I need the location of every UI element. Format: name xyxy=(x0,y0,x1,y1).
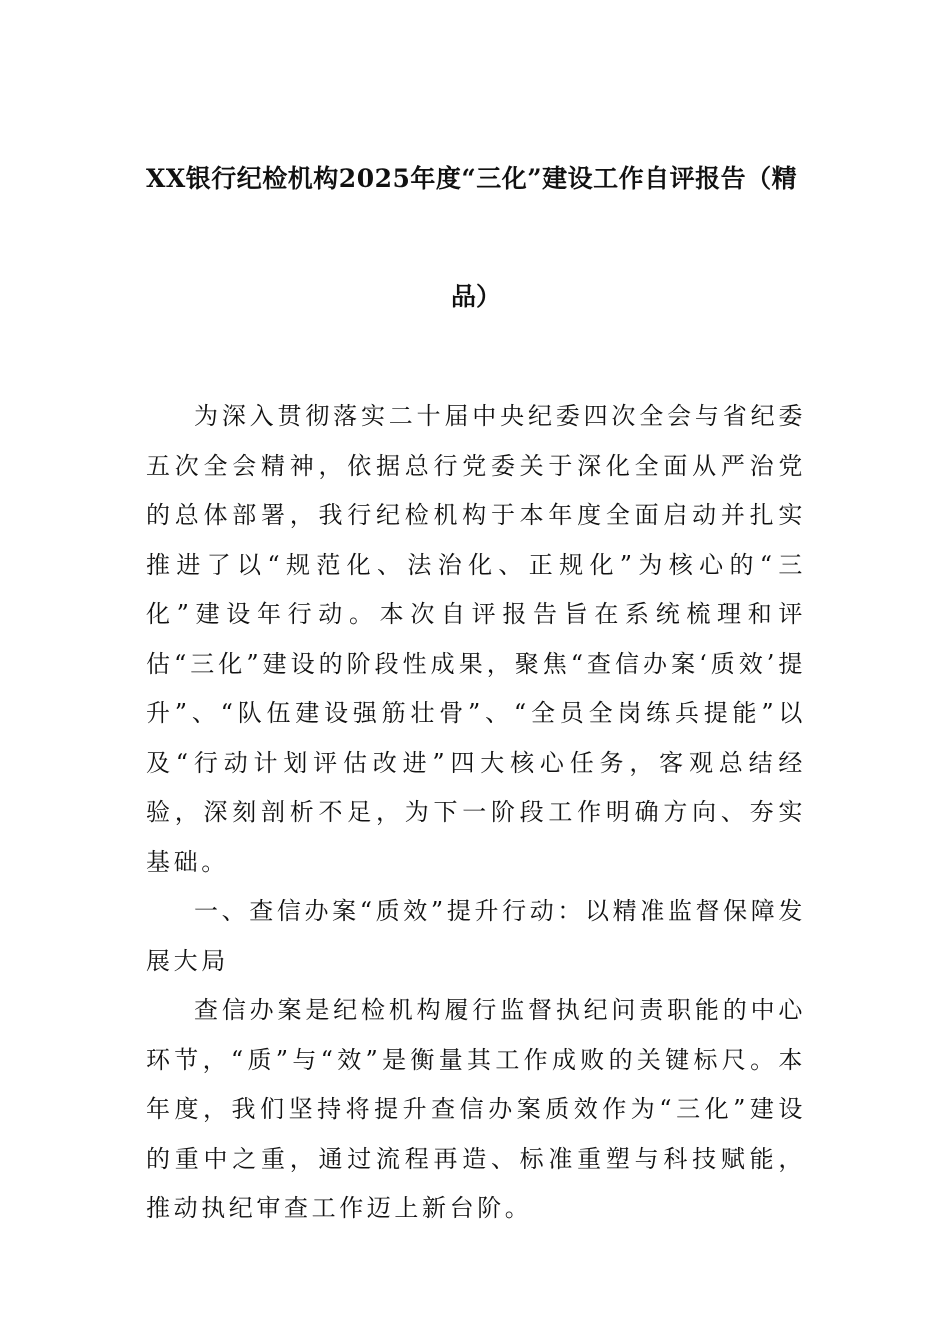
document-title-line1: XX银行纪检机构2025年度“三化”建设工作自评报告（精 xyxy=(146,164,798,193)
document-body xyxy=(146,392,806,1234)
document-title-line2: 品） xyxy=(450,282,501,311)
section-heading-1: 一、查信办案“质效”提升行动：以精准监督保障发展大局 xyxy=(146,897,806,975)
intro-paragraph: 为深入贯彻落实二十届中央纪委四次全会与省纪委五次全会精神，依据总行党委关于深化全面从严治党的总体部署，我行纪检机构于本年度全面启动并扎实推进了以“规范化、法治化、正规化”为核心的“三化”建设年行动。本次自评报告旨在系统梳理和评估“三化”建设的阶段性成果，聚焦“查信办案‘质效’提升”、“队伍建设强筋壮骨”、“全员全岗练兵提能”以及“行动计划评估改进”四大核心任务，客观总结经验，深刻剖析不足，为下一阶段工作明确方向、夯实基础。 xyxy=(146,402,806,876)
section-1-paragraph: 查信办案是纪检机构履行监督执纪问责职能的中心环节，“质”与“效”是衡量其工作成败的关键标尺。本年度，我们坚持将提升查信办案质效作为“三化”建设的重中之重，通过流程再造、标准重塑与科技赋能，推动执纪审查工作迈上新台阶。 xyxy=(146,996,806,1222)
